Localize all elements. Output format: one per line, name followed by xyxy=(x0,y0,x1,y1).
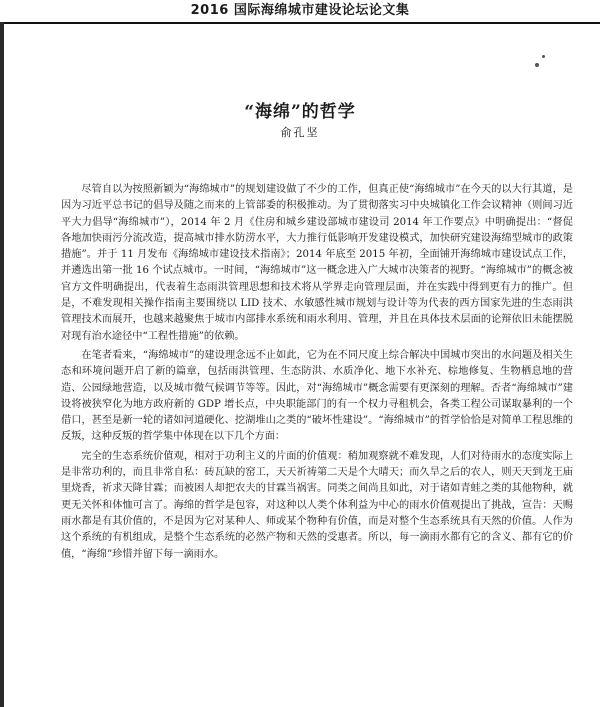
scan-speck xyxy=(535,63,539,67)
running-header xyxy=(0,0,600,24)
article-body xyxy=(61,182,573,563)
article-author: 俞孔坚 xyxy=(280,126,320,139)
scan-speck xyxy=(542,55,545,58)
article-title: “海绵”的哲学 xyxy=(244,102,356,122)
running-header-text: 2016 国际海绵城市建设论坛论文集 xyxy=(190,3,410,18)
paragraph-3: 完全的生态系统价值观，相对于功利主义的片面的价值观：稍加观察就不难发现，人们对待雨水的态度实际上是非常功利的，而且非常自私：砖瓦缺的窑工，天天祈祷第二天是个大晴天；而久旱之后的农人，则天天到龙王庙里烧香，祈求天降甘霖；而被困人却把农夫的甘霖当祸害。同类之间尚且如此，对于诸如青蛙之类的其他物种，就更无关怀和体恤可言了。海绵的哲学是包容，对这种以人类个体利益为中心的雨水价值观提出了挑战，宣告：天赐雨水都是有其价值的，不是因为它对某种人、师或某个物种有价值，而是对整个生态系统具有天然的价值。人作为这个系统的有机组成，是整个生态系统的必然产物和天然的受惠者。所以，每一滴雨水都有它的含义、都有它的价值，“海绵”珍惜并留下每一滴雨水。 xyxy=(61,450,573,560)
paragraph-2: 在笔者看来，“海绵城市”的建设理念远不止如此，它为在不同尺度上综合解决中国城市突出的水问题及相关生态和环境问题开启了新的篇章，包括雨洪管理、生态防洪、水质净化、地下水补充、棕地修复、生物栖息地的营造、公园绿地营造，以及城市微气候调节等等。因此，对“海绵城市”概念需要有更深刻的理解。否者“海绵城市”建设将被狭窄化为地方政府新的 GDP 增长点，中央职能部门的有一个权力寻租机会，各类工程公司谋取暴利的一个借口，甚至是新一轮的诸如河道硬化、挖湖堆山之类的“破坏性建设”。“海绵城市”的哲学恰恰是对简单工程思维的反叛，这种反叛的哲学集中体现在以下几个方面： xyxy=(61,349,573,443)
paragraph-1: 尽管自以为按照新颖为“海绵城市”的规划建设做了不少的工作，但真正使“海绵城市”在今天的以大行其道，是因为习近平总书记的倡导及随之而来的上管部委的积极推动。为了贯彻落实习中央城镇化工作会议精神（则间习近平大力倡导“海绵城市”），2014 年 2 月《住房和城乡建设部城市建设司 2014 年工作要点》中明确提出：“督促各地加快雨污分流改造，提高城市排水防涝水平，大力推行低影响开发建设模式，加快研究建设海绵型城市的政策措施”。并于 11 月发布《海绵城市建设技术指南》；2014 年底至 2015 年初，全面铺开海绵城市建设试点工作，并遴选出第一批 16 个试点城市。一时间，“海绵城市”这一概念进入广大城市决策者的视野。“海绵城市”的概念被官方文件明确提出，代表着生态雨洪管理思想和技术将从学界走向管理层面，并在实践中得到更有力的推广。但是，不难发现相关操作指南主要围绕以 LID 技术、水敏感性城市规划与设计等为代表的西方国家先进的生态雨洪管理技术而展开，也越来越聚焦于城市内部排水系统和雨水利用、管理，并且在具体技术层面的论辩依旧未能摆脱对现有治水途径中“工程性措施”的依赖。 xyxy=(61,184,573,342)
